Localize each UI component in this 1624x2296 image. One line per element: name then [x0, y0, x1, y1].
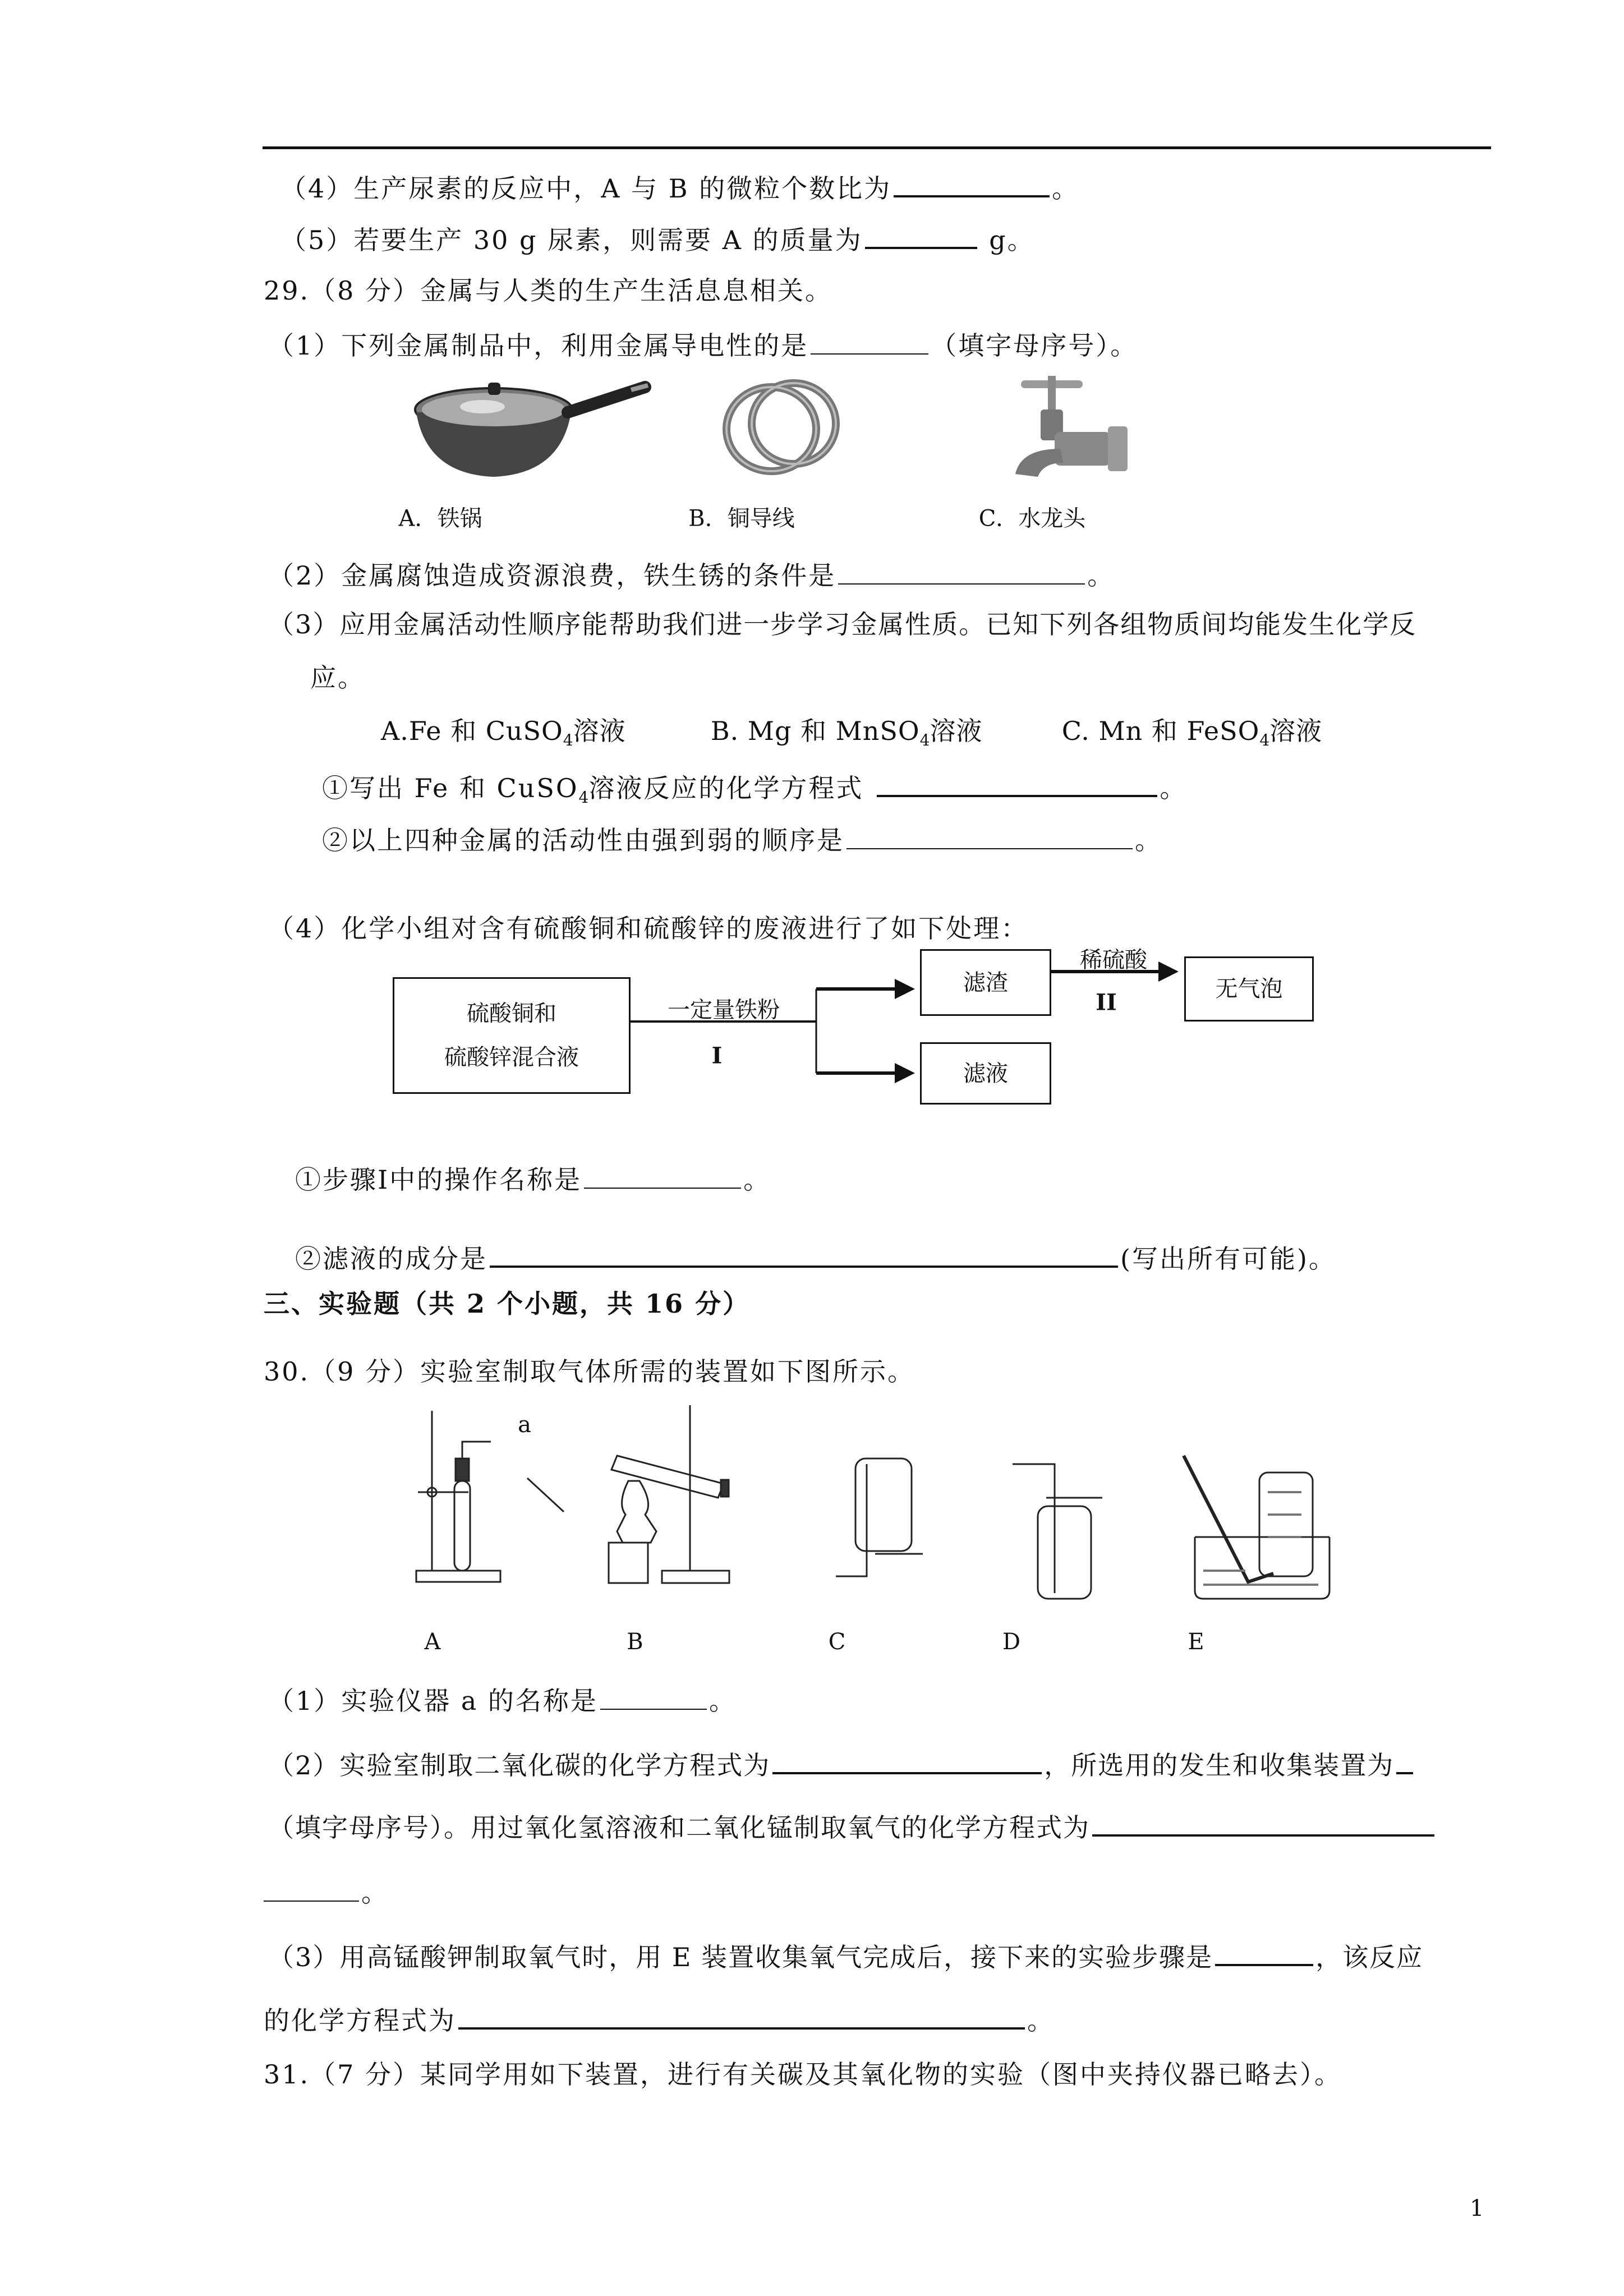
page-number: 1	[1470, 2196, 1486, 2221]
q30-part1-text: （1）实验仪器 a 的名称是	[268, 1686, 598, 1716]
sub1-text: ①写出 Fe 和 CuSO	[322, 773, 579, 803]
answer-blank[interactable]	[584, 1163, 741, 1189]
q29-step-q1	[295, 1163, 771, 1197]
q29-title: 29.（8 分）金属与人类的生产生活息息相关。	[264, 275, 833, 306]
start-line2: 硫酸锌混合液	[444, 1045, 579, 1070]
punct: 。	[1052, 173, 1080, 204]
pointer-label-a: a	[518, 1412, 531, 1438]
punct: 。	[709, 1686, 737, 1716]
flow-result-box: 无气泡	[1184, 956, 1314, 1022]
apparatus-label-b: B	[627, 1629, 643, 1655]
q30-part2-line2-text: （填字母序号）。用过氧化氢溶液和二氧化锰制取氧气的化学方程式为	[268, 1812, 1090, 1843]
apparatus-a	[416, 1411, 500, 1582]
apparatus-d	[1013, 1464, 1102, 1599]
q30-part3-text: （3）用高锰酸钾制取氧气时，用 E 装置收集氧气完成后，接下来的实验步骤是	[268, 1942, 1213, 1972]
answer-blank[interactable]	[1396, 1747, 1413, 1774]
flow-residue-box: 滤渣	[920, 949, 1051, 1016]
q30-part3-line2	[264, 2003, 1055, 2037]
step1-label: I	[711, 1042, 723, 1069]
punct: 。	[1087, 560, 1115, 591]
step2-reagent: 稀硫酸	[1080, 947, 1147, 973]
option-c-suffix: 溶液	[1269, 716, 1323, 746]
punct: 。	[1027, 2005, 1055, 2036]
q30-part2	[268, 1747, 1415, 1782]
q29-part4: （4）化学小组对含有硫酸铜和硫酸锌的废液进行了如下处理：	[268, 913, 1029, 944]
start-line1: 硫酸铜和	[467, 1001, 556, 1027]
punct: 。	[361, 1878, 389, 1908]
subscript: 4	[578, 788, 589, 807]
option-b-suffix: 溶液	[930, 716, 983, 746]
apparatus-e	[1184, 1456, 1329, 1599]
q30-part2-middle: ，所选用的发生和收集装置为	[1044, 1750, 1395, 1780]
q30-part3-line2-text: 的化学方程式为	[264, 2005, 456, 2036]
q30-part2-line2	[268, 1810, 1437, 1844]
flow-start-box	[393, 977, 631, 1094]
unit: g。	[979, 225, 1035, 255]
answer-blank[interactable]	[1215, 1939, 1313, 1966]
q30-part2-line3	[264, 1876, 389, 1910]
answer-blank[interactable]	[458, 2003, 1025, 2030]
q28-part5-text: （5）若要生产 30 g 尿素，则需要 A 的质量为	[280, 225, 863, 255]
apparatus-label-e: E	[1188, 1629, 1204, 1655]
option-c-text: C. Mn 和 FeSO	[1061, 716, 1260, 746]
option-b-text: B. Mg 和 MnSO	[710, 716, 920, 746]
hint: （填字母序号）。	[931, 330, 1138, 361]
punct: 。	[1135, 825, 1162, 855]
subscript: 4	[919, 731, 930, 749]
q29-part2-text: （2）金属腐蚀造成资源浪费，铁生锈的条件是	[268, 560, 836, 591]
apparatus-b	[609, 1405, 729, 1583]
sub1-text-2: 溶液反应的化学方程式	[588, 773, 864, 803]
q30-part1	[268, 1684, 737, 1718]
answer-blank[interactable]	[600, 1684, 707, 1710]
step2-label: II	[1096, 989, 1117, 1016]
q31-title: 31.（7 分）某同学用如下装置，进行有关碳及其氧化物的实验（图中夹持仪器已略去）。	[264, 2059, 1342, 2090]
q29-part1-text: （1）下列金属制品中，利用金属导电性的是	[268, 330, 809, 361]
flow-filtrate-box: 滤液	[920, 1042, 1051, 1105]
q30-part3-after: ，该反应	[1315, 1942, 1424, 1972]
subscript: 4	[563, 731, 573, 749]
option-a-suffix: 溶液	[573, 716, 626, 746]
answer-blank[interactable]	[1092, 1810, 1434, 1837]
q29-part3-cont: 应。	[310, 662, 365, 693]
answer-blank[interactable]	[490, 1241, 1118, 1268]
punct: 。	[1160, 773, 1188, 803]
q28-part4-text: （4）生产尿素的反应中，A 与 B 的微粒个数比为	[280, 173, 892, 204]
apparatus-label-c: C	[828, 1629, 846, 1655]
image-label-c: C．水龙头	[978, 505, 1086, 532]
sub2-text: ②以上四种金属的活动性由强到弱的顺序是	[322, 825, 844, 855]
punct: 。	[743, 1165, 771, 1195]
image-label-a: A．铁锅	[398, 505, 482, 532]
section-heading: 三、实验题（共 2 个小题，共 16 分）	[264, 1289, 751, 1319]
answer-blank[interactable]	[772, 1747, 1042, 1774]
q1-text: ①步骤Ⅰ中的操作名称是	[295, 1165, 582, 1195]
image-label-b: B．铜导线	[688, 505, 795, 532]
answer-blank[interactable]	[264, 1876, 359, 1902]
apparatus-label-a: A	[424, 1629, 441, 1655]
apparatus-label-d: D	[1002, 1629, 1021, 1655]
q29-step-q2	[295, 1241, 1336, 1276]
subscript: 4	[1259, 731, 1270, 749]
q29-part3: （3）应用金属活动性顺序能帮助我们进一步学习金属性质。已知下列各组物质间均能发生化学反	[268, 609, 1417, 639]
q30-title: 30.（9 分）实验室制取气体所需的装置如下图所示。	[264, 1356, 915, 1387]
lab-apparatus-figure	[393, 1402, 1402, 1604]
apparatus-c	[836, 1458, 923, 1576]
q2-text: ②滤液的成分是	[295, 1244, 487, 1274]
option-a-text: A.Fe 和 CuSO	[381, 716, 563, 746]
hint: (写出所有可能)。	[1120, 1244, 1336, 1274]
q30-part2-text: （2）实验室制取二氧化碳的化学方程式为	[268, 1750, 771, 1780]
step1-reagent: 一定量铁粉	[668, 997, 780, 1023]
q30-part3	[268, 1939, 1423, 1974]
apparatus-pointer	[527, 1478, 564, 1512]
